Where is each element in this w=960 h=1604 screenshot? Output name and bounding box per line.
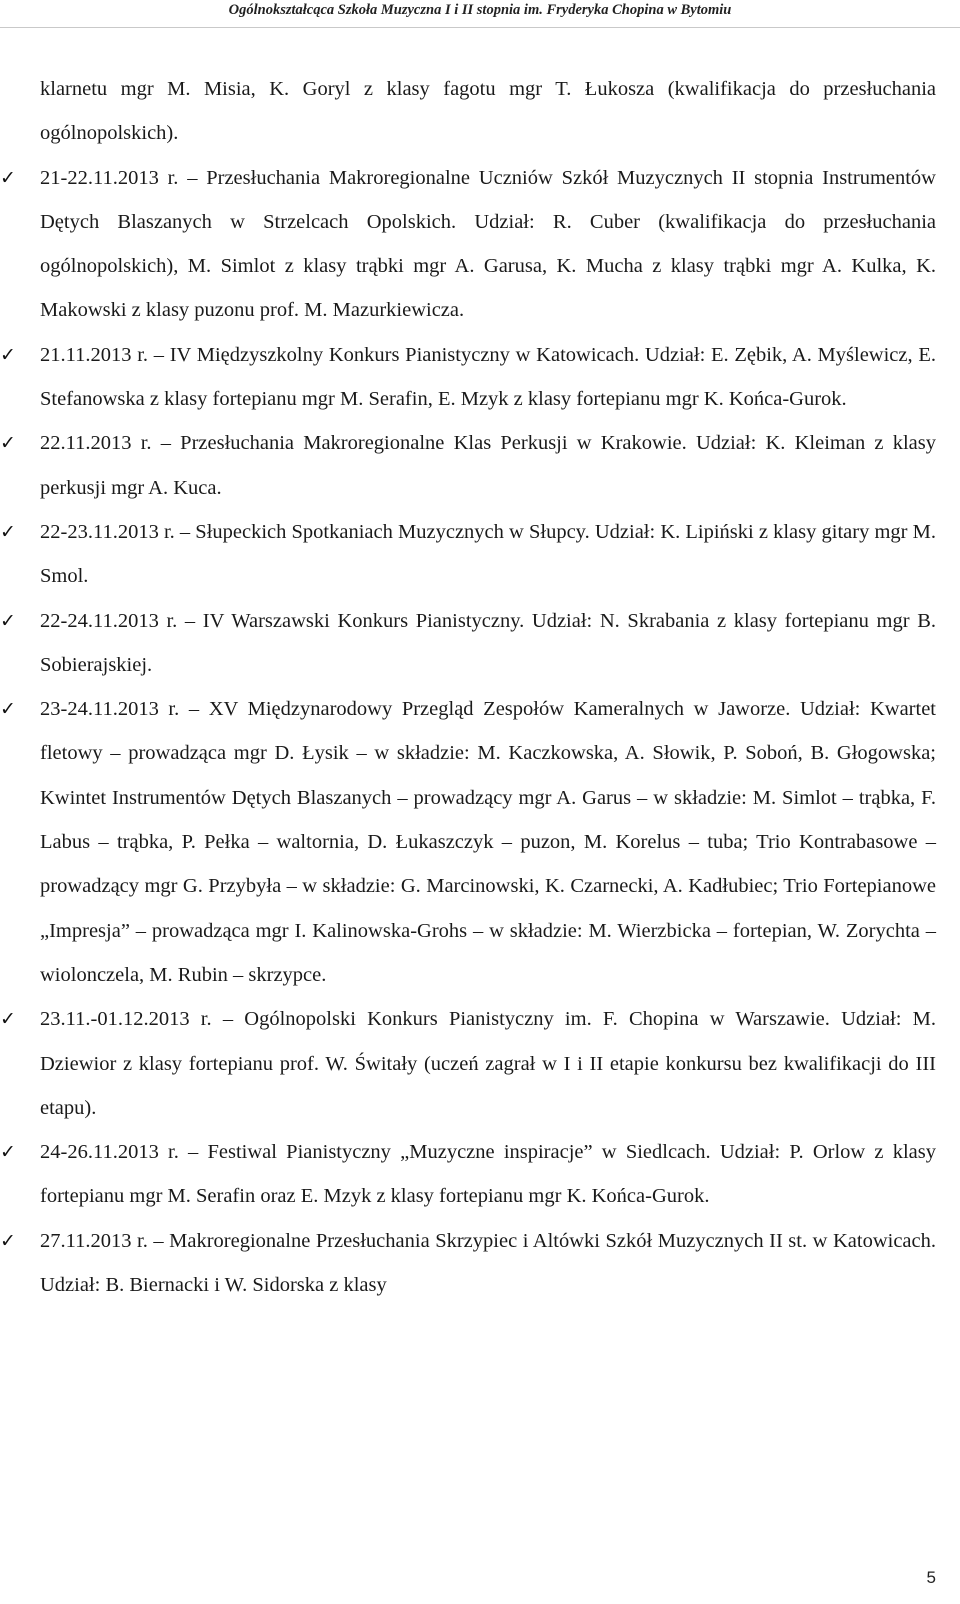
checkmark-icon: ✓ bbox=[0, 1229, 16, 1252]
list-item-text: 21-22.11.2013 r. – Przesłuchania Makroregionalne Uczniów Szkół Muzycznych II stopnia Instrumentów Dętych Blaszanych w Strzelcach Opolskich. Udział: R. Cuber (kwalifikacja do przesłuchania ogólnopolskich), M. Simlot z klasy trąbki mgr A. Garusa, K. Mucha z klasy trąbki mgr A. Kulka, K. Makowski z klasy puzonu prof. M. Mazurkiewicza. bbox=[40, 166, 936, 322]
checkmark-icon: ✓ bbox=[0, 1141, 16, 1164]
checkmark-icon: ✓ bbox=[0, 432, 16, 455]
page-content bbox=[0, 67, 936, 1307]
list-item-text: 21.11.2013 r. – IV Międzyszkolny Konkurs Pianistyczny w Katowicach. Udział: E. Zębik, A. Myślewicz, E. Stefanowska z klasy fortepianu mgr M. Serafin, E. Mzyk z klasy fortepianu mgr K. Końca-Gurok. bbox=[40, 343, 936, 411]
list-item bbox=[0, 156, 936, 333]
list-item-text: 24-26.11.2013 r. – Festiwal Pianistyczny „Muzyczne inspiracje” w Siedlcach. Udział: P. Orlow z klasy fortepianu mgr M. Serafin oraz E. Mzyk z klasy fortepianu mgr K. Końca-Gurok. bbox=[40, 1141, 936, 1208]
list-item bbox=[0, 421, 936, 510]
list-item-text: 22-24.11.2013 r. – IV Warszawski Konkurs Pianistyczny. Udział: N. Skrabania z klasy fortepianu mgr B. Sobierajskiej. bbox=[40, 609, 936, 676]
list-item bbox=[0, 687, 936, 997]
list-item bbox=[0, 997, 936, 1130]
list-item-text: 23-24.11.2013 r. – XV Międzynarodowy Przegląd Zespołów Kameralnych w Jaworze. Udział: Kwartet fletowy – prowadząca mgr D. Łysik – w składzie: M. Kaczkowska, A. Słowik, P. Soboń, B. Głogowska; Kwintet Instrumentów Dętych Blaszanych – prowadzący mgr A. Garus – w składzie: M. Simlot – trąbka, F. Labus – trąbka, P. Pełka – waltornia, D. Łukaszczyk – puzon, M. Korelus – tuba; Trio Kontrabasowe – prowadzący mgr G. Przybyła – w składzie: G. Marcinowski, K. Czarnecki, A. Kadłubiec; Trio Fortepianowe „Impresja” – prowadząca mgr I. Kalinowska-Grohs – w składzie: M. Wierzbicka – fortepian, W. Zorychta – wiolonczela, M. Rubin – skrzypce. bbox=[40, 698, 936, 986]
list-item-text: 22.11.2013 r. – Przesłuchania Makroregionalne Klas Perkusji w Krakowie. Udział: K. Kleiman z klasy perkusji mgr A. Kuca. bbox=[40, 432, 936, 499]
list-item bbox=[0, 599, 936, 688]
list-item bbox=[0, 510, 936, 599]
list-item bbox=[0, 1219, 936, 1308]
checkmark-icon: ✓ bbox=[0, 520, 16, 543]
list-item bbox=[0, 1130, 936, 1219]
list-item bbox=[0, 333, 936, 422]
checkmark-icon: ✓ bbox=[0, 609, 16, 632]
checkmark-icon: ✓ bbox=[0, 698, 16, 721]
list-item-text: 23.11.-01.12.2013 r. – Ogólnopolski Konkurs Pianistyczny im. F. Chopina w Warszawie. Udział: M. Dziewior z klasy fortepianu prof. W. Świtały (uczeń zagrał w I i II etapie konkursu bez kwalifikacji do III etapu). bbox=[40, 1008, 936, 1119]
list-item-text: 27.11.2013 r. – Makroregionalne Przesłuchania Skrzypiec i Altówki Szkół Muzycznych II st. w Katowicach. Udział: B. Biernacki i W. Sidorska z klasy bbox=[40, 1229, 936, 1297]
page-header: Ogólnokształcąca Szkoła Muzyczna I i II stopnia im. Fryderyka Chopina w Bytomiu bbox=[0, 0, 960, 28]
intro-paragraph: klarnetu mgr M. Misia, K. Goryl z klasy fagotu mgr T. Łukosza (kwalifikacja do przesłuchania ogólnopolskich). bbox=[40, 78, 936, 145]
page-number: 5 bbox=[926, 1568, 936, 1587]
checkmark-icon: ✓ bbox=[0, 166, 16, 189]
checkmark-icon: ✓ bbox=[0, 343, 16, 366]
list-item-text: 22-23.11.2013 r. – Słupeckich Spotkaniach Muzycznych w Słupcy. Udział: K. Lipiński z klasy gitary mgr M. Smol. bbox=[40, 520, 936, 588]
checkmark-icon: ✓ bbox=[0, 1008, 16, 1031]
